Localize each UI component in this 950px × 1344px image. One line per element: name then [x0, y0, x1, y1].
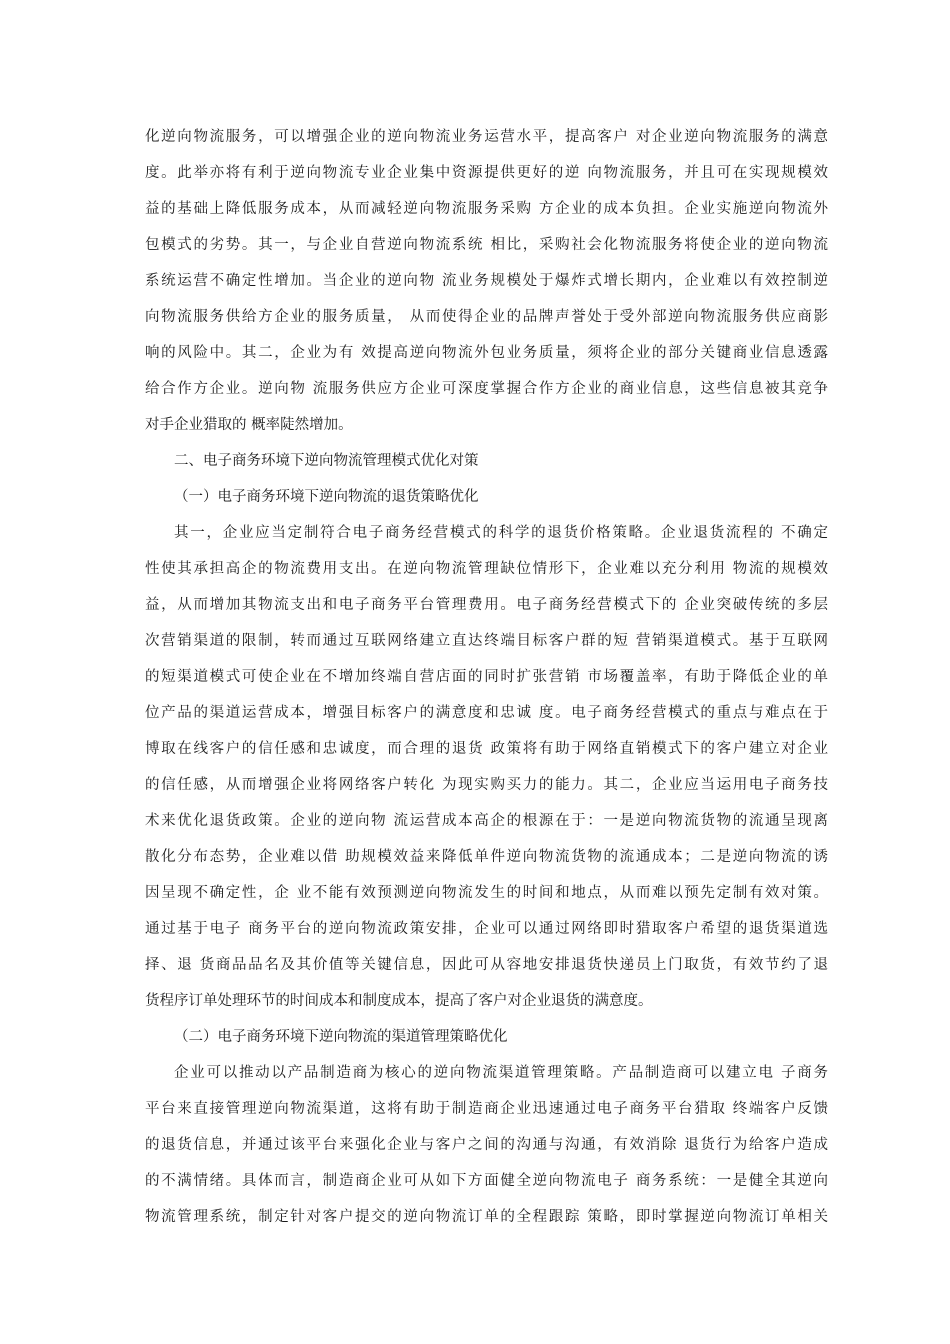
paragraph-line: 择、退 货商品品名及其价值等关键信息，因此可从容地安排退货快递员上门取货，有效节约了退 [145, 957, 828, 973]
paragraph-line: 通过基于电子 商务平台的逆向物流政策安排，企业可以通过网络即时猎取客户希望的退货渠道选 [145, 921, 828, 937]
paragraph-line: 散化分布态势，企业难以借 助规模效益来降低单件逆向物流货物的流通成本；二是逆向物流的诱 [145, 849, 828, 865]
paragraph-line: 术来优化退货政策。企业的逆向物 流运营成本高企的根源在于：一是逆向物流货物的流通呈现离 [145, 813, 828, 829]
paragraph-line: 货程序订单处理环节的时间成本和制度成本，提高了客户对企业退货的满意度。 [145, 993, 653, 1009]
paragraph-line: 的不满情绪。具体而言，制造商企业可从如下方面健全逆向物流电子 商务系统：一是健全其逆向 [145, 1173, 828, 1189]
paragraph-line: 度。此举亦将有利于逆向物流专业企业集中资源提供更好的逆 向物流服务，并且可在实现规模效 [145, 165, 828, 181]
paragraph-line: 博取在线客户的信任感和忠诚度，而合理的退货 政策将有助于网络直销模式下的客户建立对企业 [145, 741, 828, 757]
paragraph-line: 化逆向物流服务，可以增强企业的逆向物流业务运营水平，提高客户 对企业逆向物流服务的满意 [145, 129, 828, 145]
paragraph-line: 系统运营不确定性增加。当企业的逆向物 流业务规模处于爆炸式增长期内，企业难以有效控制逆 [145, 273, 828, 289]
paragraph-line: 给合作方企业。逆向物 流服务供应方企业可深度掌握合作方企业的商业信息，这些信息被其竞争 [145, 381, 828, 397]
paragraph-line: 对手企业猎取的 概率陡然增加。 [145, 417, 353, 433]
paragraph-line: 企业可以推动以产品制造商为核心的逆向物流渠道管理策略。产品制造商可以建立电 子商务 [174, 1065, 828, 1081]
subsection-heading: （一）电子商务环境下逆向物流的退货策略优化 [174, 489, 479, 505]
section-heading: 二、电子商务环境下逆向物流管理模式优化对策 [174, 453, 479, 469]
subsection-heading: （二）电子商务环境下逆向物流的渠道管理策略优化 [174, 1029, 508, 1045]
paragraph-line: 响的风险中。其二，企业为有 效提高逆向物流外包业务质量，须将企业的部分关键商业信息透露 [145, 345, 828, 361]
paragraph-line: 平台来直接管理逆向物流渠道，这将有助于制造商企业迅速通过电子商务平台猎取 终端客户反馈 [145, 1101, 828, 1117]
paragraph-line: 益的基础上降低服务成本，从而减轻逆向物流服务采购 方企业的成本负担。企业实施逆向物流外 [145, 201, 828, 217]
paragraph-line: 的退货信息，并通过该平台来强化企业与客户之间的沟通与沟通，有效消除 退货行为给客户造成 [145, 1137, 828, 1153]
paragraph-line: 向物流服务供给方企业的服务质量， 从而使得企业的品牌声誉处于受外部逆向物流服务供应商影 [145, 309, 828, 325]
paragraph-line: 因呈现不确定性，企 业不能有效预测逆向物流发生的时间和地点，从而难以预先定制有效对策。 [145, 885, 828, 901]
paragraph-line: 性使其承担高企的物流费用支出。在逆向物流管理缺位情形下，企业难以充分利用 物流的规模效 [145, 561, 828, 577]
paragraph-line: 物流管理系统，制定针对客户提交的逆向物流订单的全程跟踪 策略，即时掌握逆向物流订单相关 [145, 1209, 828, 1225]
paragraph-line: 次营销渠道的限制，转而通过互联网络建立直达终端目标客户群的短 营销渠道模式。基于互联网 [145, 633, 828, 649]
paragraph-line: 包模式的劣势。其一，与企业自营逆向物流系统 相比，采购社会化物流服务将使企业的逆向物流 [145, 237, 828, 253]
paragraph-line: 的信任感，从而增强企业将网络客户转化 为现实购买力的能力。其二，企业应当运用电子商务技 [145, 777, 828, 793]
paragraph-line: 的短渠道模式可使企业在不增加终端自营店面的同时扩张营销 市场覆盖率，有助于降低企业的单 [145, 669, 828, 685]
paragraph-line: 其一，企业应当定制符合电子商务经营模式的科学的退货价格策略。企业退货流程的 不确定 [174, 525, 828, 541]
paragraph-line: 益，从而增加其物流支出和电子商务平台管理费用。电子商务经营模式下的 企业突破传统的多层 [145, 597, 828, 613]
paragraph-line: 位产品的渠道运营成本，增强目标客户的满意度和忠诚 度。电子商务经营模式的重点与难点在于 [145, 705, 828, 721]
